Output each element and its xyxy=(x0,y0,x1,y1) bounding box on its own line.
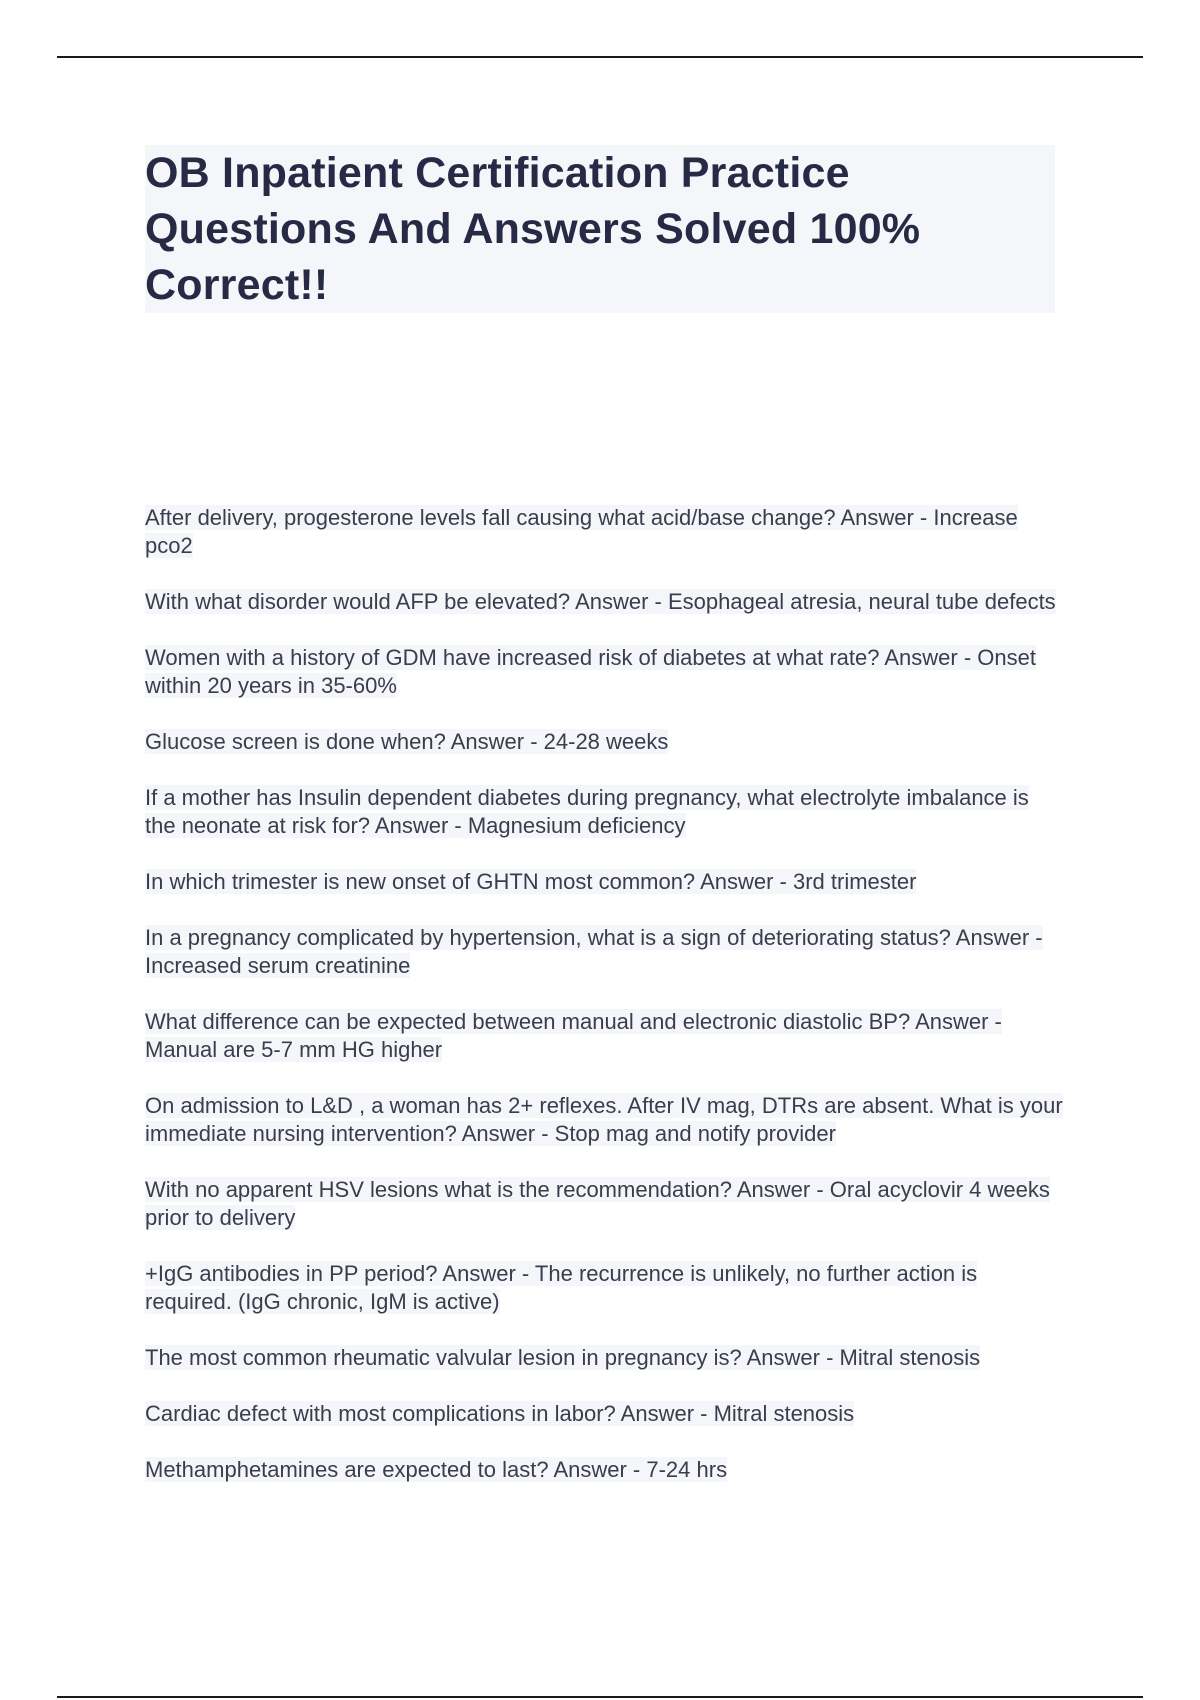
bottom-rule xyxy=(57,1696,1143,1698)
qa-item: +IgG antibodies in PP period? Answer - The recurrence is unlikely, no further action is required. (IgG chronic, IgM is active) xyxy=(145,1261,978,1314)
qa-item: If a mother has Insulin dependent diabetes during pregnancy, what electrolyte imbalance is the neonate at risk for? Answer - Magnesium deficiency xyxy=(145,785,1029,838)
qa-item: Methamphetamines are expected to last? Answer - 7-24 hrs xyxy=(145,1457,728,1482)
qa-item: With what disorder would AFP be elevated? Answer - Esophageal atresia, neural tube defects xyxy=(145,589,1056,614)
qa-item: After delivery, progesterone levels fall causing what acid/base change? Answer - Increase pco2 xyxy=(145,505,1018,558)
document-title: OB Inpatient Certification Practice Questions And Answers Solved 100% Correct!! xyxy=(145,149,921,309)
qa-item: What difference can be expected between manual and electronic diastolic BP? Answer - Manual are 5-7 mm HG higher xyxy=(145,1009,1002,1062)
qa-item: On admission to L&D , a woman has 2+ reflexes. After IV mag, DTRs are absent. What is your immediate nursing intervention? Answer - Stop mag and notify provider xyxy=(145,1093,1063,1146)
qa-list xyxy=(145,504,1065,1512)
qa-item: With no apparent HSV lesions what is the recommendation? Answer - Oral acyclovir 4 weeks prior to delivery xyxy=(145,1177,1050,1230)
title-block xyxy=(145,145,1055,313)
qa-item: The most common rheumatic valvular lesion in pregnancy is? Answer - Mitral stenosis xyxy=(145,1345,981,1370)
qa-item: Glucose screen is done when? Answer - 24-28 weeks xyxy=(145,729,669,754)
top-rule xyxy=(57,56,1143,58)
qa-item: In a pregnancy complicated by hypertension, what is a sign of deteriorating status? Answer - Increased serum creatinine xyxy=(145,925,1043,978)
qa-item: Cardiac defect with most complications in labor? Answer - Mitral stenosis xyxy=(145,1401,855,1426)
qa-item: In which trimester is new onset of GHTN most common? Answer - 3rd trimester xyxy=(145,869,917,894)
qa-item: Women with a history of GDM have increased risk of diabetes at what rate? Answer - Onset within 20 years in 35-60% xyxy=(145,645,1036,698)
